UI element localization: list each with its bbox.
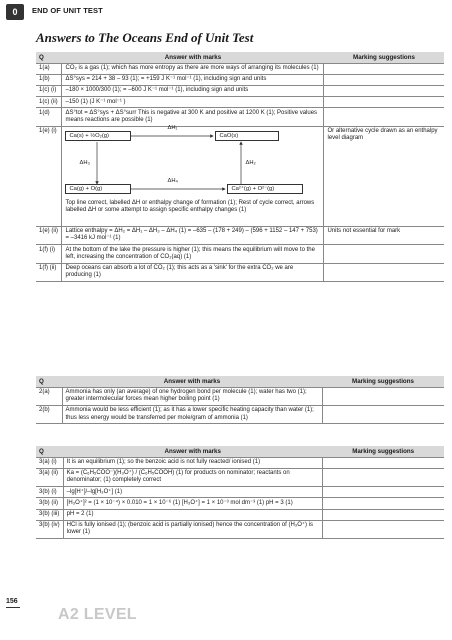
table-row: [36, 520, 444, 538]
answer-text: –lg[H⁺]/–lg[H₃O⁺] (1): [63, 487, 322, 498]
answer-text: ΔS°sys = 214 + 38 – 93 (1); = +159 J K⁻¹ mol⁻¹ (1), including sign and units: [62, 74, 324, 85]
answers-table-3: [36, 446, 444, 539]
marking-text: Units not essential for mark: [324, 226, 444, 244]
table-row: [36, 468, 444, 486]
answer-text: Lattice enthalpy = ΔH₂ = ΔH₁ – ΔH₃ – ΔH₄ (1) = –635 – (178 + 249) – (596 + 1152 – 147 + 753) = –3416 kJ mol⁻¹ (1): [62, 226, 324, 244]
born-haber-cycle: [65, 125, 320, 224]
table-row: [36, 498, 444, 509]
answer-text: Deep oceans can absorb a lot of CO₂ (1); this acts as a 'sink' for the extra CO₂ we are producing (1): [62, 263, 324, 281]
question-number: 3(a) (i): [36, 457, 63, 468]
answer-text: HCl is fully ionised (1); (benzoic acid is partially ionised) hence the concentration of (H₃O⁺) is lower (1): [63, 520, 322, 538]
answer-text: Top line correct, labelled ΔH or enthalpy change of formation (1); Rest of cycle correct, arrows labelled ΔH or some attempt to assign specific enthalpy changes (1): [65, 200, 315, 214]
table-row: [36, 85, 444, 96]
marking-text: [324, 108, 444, 126]
answer-text: Ka = (C₆H₅COO⁻)(H₃O⁺) / (C₆H₅COOH) (1) for products on nominator; reactants on denominator; (1) completely correct: [63, 468, 322, 486]
cycle-box-reactants: Ca(s) + ½O₂(g): [65, 131, 131, 141]
marking-text: [324, 263, 444, 281]
question-number: 3(a) (ii): [36, 468, 63, 486]
answer-text: –150 (1) (J K⁻¹ mol⁻¹ ): [62, 97, 324, 108]
page-header: [0, 0, 452, 22]
question-number: 3(b) (iv): [36, 520, 63, 538]
answer-text: Ammonia would be less efficient (1); as it has a lower specific heating capacity than water (1); thus less energy would be transferred per mole/gram of ammonia (1): [62, 405, 322, 423]
question-number: 1(b): [36, 74, 62, 85]
table-row: [36, 74, 444, 85]
marking-text: [324, 97, 444, 108]
table-header-row: [36, 52, 444, 63]
answer-text: It is an equilibrium (1); so the benzoic acid is not fully reacted/ ionised (1): [63, 457, 322, 468]
table-row: [36, 509, 444, 520]
table-row-cycle: [36, 126, 444, 226]
col-header-answer: Answer with marks: [62, 376, 322, 387]
question-number: 3(b) (ii): [36, 498, 63, 509]
table-row: [36, 63, 444, 74]
marking-text: [324, 245, 444, 263]
question-number: 1(e) (i): [36, 126, 62, 226]
marking-text: [322, 387, 444, 405]
answer-text: –180 × 1000/300 (1); = –600 J K⁻¹ mol⁻¹ (1), including sign and units: [62, 85, 324, 96]
page-number: 156: [6, 598, 18, 605]
marking-text: [322, 468, 444, 486]
table-header-row: [36, 446, 444, 457]
col-header-marking: Marking suggestions: [322, 376, 444, 387]
table-row: [36, 263, 444, 281]
table-row: [36, 405, 444, 423]
question-number: 1(c) (i): [36, 85, 62, 96]
table-row: [36, 457, 444, 468]
marking-text: Or alternative cycle drawn as an enthalpy level diagram: [324, 126, 444, 226]
cycle-box-gaseous-ions: Ca²⁺(g) + O²⁻(g): [227, 184, 303, 194]
col-header-answer: Answer with marks: [63, 446, 322, 457]
answer-text: Ammonia has only (an average) of one hydrogen bond per molecule (1); water has two (1); greater intermolecular forces mean higher boiling point (1): [62, 387, 322, 405]
table-row: [36, 245, 444, 263]
answers-table-1: [36, 52, 444, 282]
answer-text: At the bottom of the lake the pressure is higher (1); this means the equilibrium will move to the left, increasing the concentration of CO₂(aq) (1): [62, 245, 324, 263]
marking-text: [322, 405, 444, 423]
answer-text: ΔS°tot = ΔS°sys + ΔS°surr This is negative at 300 K and positive at 1200 K (1); Positive values means reactions are possible (1): [62, 108, 324, 126]
section-title: END OF UNIT TEST: [32, 6, 103, 15]
question-number: 1(c) (ii): [36, 97, 62, 108]
marking-text: [322, 509, 444, 520]
label-dh2: ΔH₂: [245, 160, 256, 167]
table-row: [36, 487, 444, 498]
answers-table-2: [36, 376, 444, 424]
col-header-answer: Answer with marks: [62, 52, 324, 63]
marking-text: [322, 520, 444, 538]
question-number: 1(e) (ii): [36, 226, 62, 244]
marking-text: [324, 63, 444, 74]
col-header-q: Q: [36, 52, 62, 63]
label-dh1: ΔH₁: [167, 125, 178, 132]
marking-text: [324, 85, 444, 96]
answer-text: CO₂ is a gas (1); which has more entropy as there are more ways of arranging its molecules (1): [62, 63, 324, 74]
table-row: [36, 387, 444, 405]
footer-brand: A2 LEVEL: [58, 606, 137, 623]
answer-text: [H₃O⁺]² = (1 × 10⁻⁴) × 0.010 = 1 × 10⁻⁶ (1) [H₃O⁺] = 1 × 10⁻³ mol dm⁻³ (1) pH = 3 (1): [63, 498, 322, 509]
footer-rule: [6, 607, 20, 608]
question-number: 1(f) (ii): [36, 263, 62, 281]
question-number: 2(a): [36, 387, 62, 405]
cycle-box-product: CaO(s): [215, 131, 279, 141]
marking-text: [324, 74, 444, 85]
col-header-q: Q: [36, 446, 63, 457]
table-row: [36, 226, 444, 244]
question-number: 3(b) (i): [36, 487, 63, 498]
table-row: [36, 108, 444, 126]
question-number: 1(a): [36, 63, 62, 74]
cycle-box-gaseous-atoms: Ca(g) + O(g): [65, 184, 131, 194]
answer-text: pH = 2 (1): [63, 509, 322, 520]
marking-text: [322, 498, 444, 509]
chapter-number: 0: [6, 4, 24, 20]
marking-text: [322, 457, 444, 468]
col-header-q: Q: [36, 376, 62, 387]
question-number: 3(b) (iii): [36, 509, 63, 520]
question-number: 1(f) (i): [36, 245, 62, 263]
table-header-row: [36, 376, 444, 387]
label-dh4: ΔH₄: [167, 178, 178, 185]
label-dh3: ΔH₃: [79, 160, 90, 167]
col-header-marking: Marking suggestions: [324, 52, 444, 63]
question-number: 1(d): [36, 108, 62, 126]
table-row: [36, 97, 444, 108]
page-title: Answers to The Oceans End of Unit Test: [36, 30, 254, 45]
marking-text: [322, 487, 444, 498]
question-number: 2(b): [36, 405, 62, 423]
col-header-marking: Marking suggestions: [322, 446, 444, 457]
